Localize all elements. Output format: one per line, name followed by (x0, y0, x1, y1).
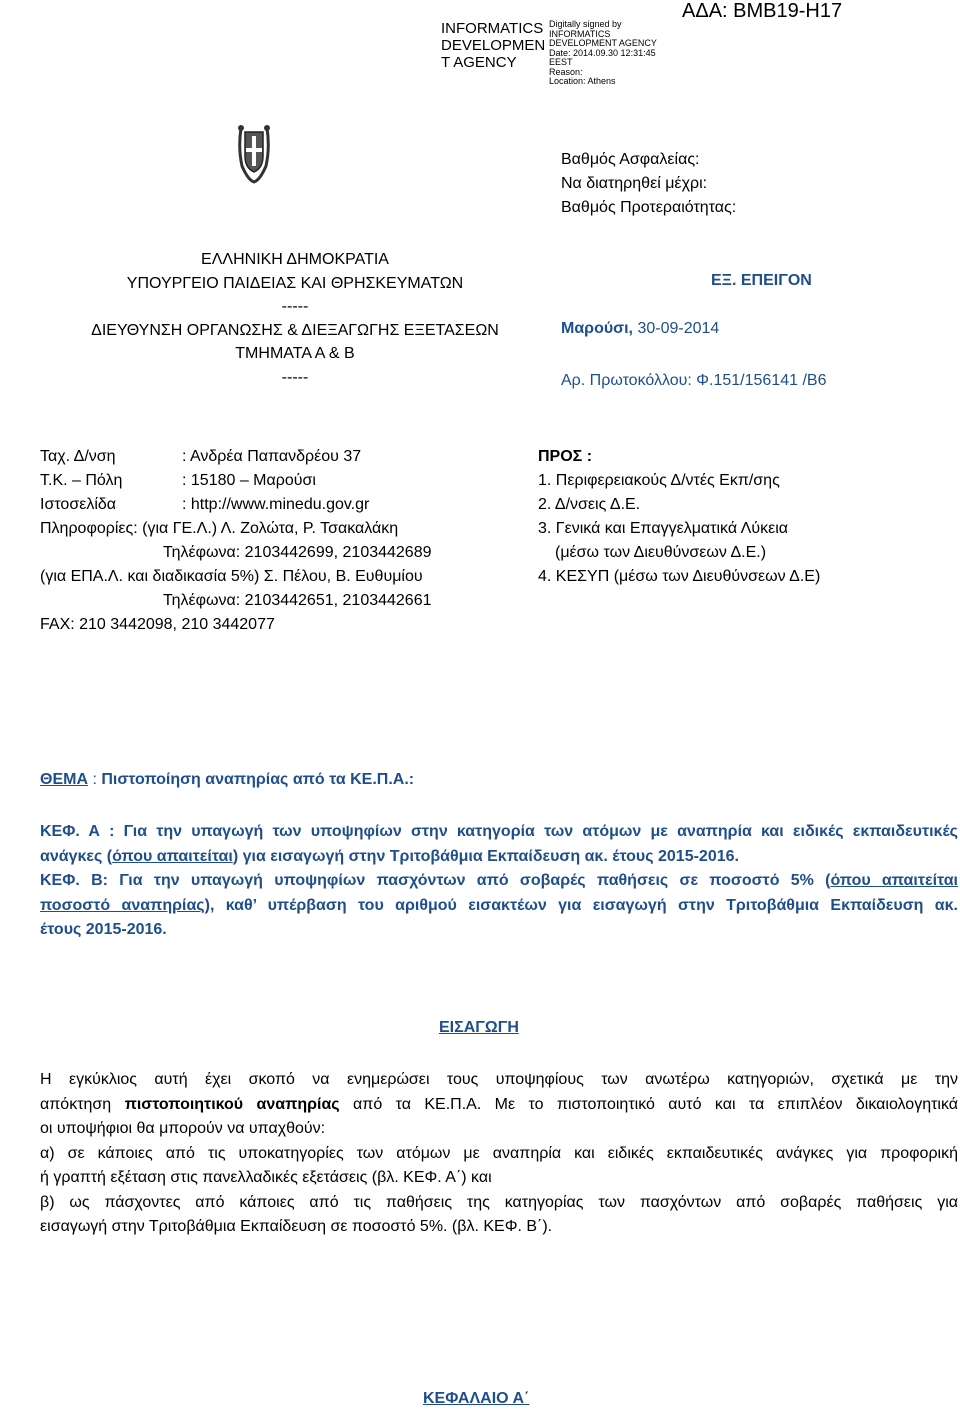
category-a-line-1: ΚΕΦ. Α : Για την υπαγωγή των υποψηφίων στην κατηγορία των ατόμων με αναπηρία και ειδικές εκπαιδευτικές (40, 823, 958, 840)
issuer-line: ΕΛΛΗΝΙΚΗ ΔΗΜΟΚΡΑΤΙΑ (201, 251, 389, 268)
signature-detail-line: DEVELOPMENT AGENCY (549, 38, 657, 48)
issuer-line: ΥΠΟΥΡΓΕΙΟ ΠΑΙΔΕΙΑΣ ΚΑΙ ΘΡΗΣΚΕΥΜΑΤΩΝ (126, 274, 464, 292)
security-keep-until: Να διατηρηθεί μέχρι: (561, 175, 708, 192)
postal-label: Τ.Κ. – Πόλη (40, 472, 123, 489)
info-line: (για ΕΠΑ.Λ. και διαδικασία 5%) Σ. Πέλου, Β. Ευθυμίου (40, 568, 423, 585)
greek-coat-of-arms-icon (234, 118, 274, 184)
signature-detail-line: INFORMATICS (549, 28, 611, 39)
postal-value: : 15180 – Μαρούσι (182, 472, 316, 489)
intro-line: εισαγωγή στην Τριτοβάθμια Εκπαίδευση σε ποσοστό 5%. (βλ. ΚΕΦ. Β΄). (40, 1218, 553, 1235)
issuer-line: ----- (281, 298, 309, 315)
website-row (40, 493, 432, 517)
protocol-number: Αρ. Πρωτοκόλλου: Φ.151/156141 /Β6 (561, 372, 827, 389)
intro-body (40, 1068, 958, 1240)
category-a-text: ) για εισαγωγή στην Τριτοβάθμια Εκπαίδευση ακ. έτους 2015-2016. (232, 847, 739, 865)
category-b-underlined: όπου απαιτείται (830, 872, 958, 889)
intro-heading: ΕΙΣΑΓΩΓΗ (439, 1019, 519, 1036)
issuer-line: ΤΜΗΜΑΤΑ Α & Β (235, 345, 355, 362)
signature-detail-line: Location: Athens (549, 76, 616, 86)
ada-code: ΑΔΑ: ΒΜΒ19-Η17 (682, 0, 843, 22)
signature-detail-line: EEST (549, 57, 573, 67)
subject-line (40, 771, 414, 789)
category-a-underlined: όπου απαιτείται (112, 847, 233, 865)
place-date (561, 320, 719, 338)
signature-detail-line: Digitally signed by (549, 19, 622, 29)
intro-line: Η εγκύκλιος αυτή έχει σκοπό να ενημερώσει τους υποψηφίους των ανωτέρω κατηγοριών, σχετικά με την (40, 1071, 958, 1088)
categories-block (40, 820, 958, 943)
signature-detail-line: Reason: (549, 66, 583, 77)
issuer-line: ΔΙΕΥΘΥΝΣΗ ΟΡΓΑΝΩΣΗΣ & ΔΙΕΞΑΓΩΓΗΣ ΕΞΕΤΑΣΕΩΝ (91, 321, 499, 339)
phone-line: Τηλέφωνα: 2103442651, 2103442661 (163, 592, 432, 609)
date: 30-09-2014 (637, 320, 720, 337)
website-value[interactable]: : http://www.minedu.gov.gr (182, 496, 370, 513)
chapter-heading: ΚΕΦΑΛΑΙΟ Α΄ (423, 1390, 530, 1407)
fax-line: FAX: 210 3442098, 210 3442077 (40, 616, 275, 633)
contact-block (40, 445, 432, 637)
recipient-line: 4. ΚΕΣΥΠ (μέσω των Διευθύνσεων Δ.Ε) (538, 568, 821, 585)
info-line: Πληροφορίες: (για ΓΕ.Λ.) Λ. Ζολώτα, Ρ. Τσακαλάκη (40, 520, 399, 537)
subject-text: Πιστοποίηση αναπηρίας από τα ΚΕ.Π.Α.: (101, 771, 415, 788)
intro-text: απόκτηση (40, 1095, 125, 1113)
category-b-text: ΚΕΦ. Β: Για την υπαγωγή υποψηφίων πασχόντων από σοβαρές παθήσεις σε ποσοστό 5% ( (40, 872, 831, 889)
recipient-line: (μέσω των Διευθύνσεων Δ.Ε.) (555, 544, 767, 561)
address-row (40, 445, 432, 469)
signature-org (441, 20, 545, 71)
issuer-line: ----- (281, 368, 309, 386)
category-b-line-3: έτους 2015-2016. (40, 921, 167, 938)
signature-org-line-1: INFORMATICS (441, 20, 544, 37)
phone-line: Τηλέφωνα: 2103442699, 2103442689 (163, 544, 432, 561)
subject-label: ΘΕΜΑ (40, 771, 88, 788)
category-a-text: ανάγκες ( (40, 847, 113, 865)
recipients-heading: ΠΡΟΣ : (538, 448, 593, 465)
postal-row (40, 469, 432, 493)
recipients-block (538, 445, 820, 589)
signature-details (549, 20, 657, 87)
recipient-line: 2. Δ/νσεις Δ.Ε. (538, 496, 641, 513)
category-b-line-2 (40, 894, 958, 919)
category-b-line-1 (40, 869, 958, 894)
issuer-block (40, 248, 550, 389)
intro-bold: πιστοποιητικού αναπηρίας (124, 1095, 340, 1113)
intro-line: ή γραπτή εξέταση στις πανελλαδικές εξετάσεις (βλ. ΚΕΦ. Α΄) και (40, 1169, 492, 1186)
urgency-label: ΕΞ. ΕΠΕΙΓΟΝ (711, 272, 812, 289)
intro-line: β) ως πάσχοντες από κάποιες από τις παθήσεις της κατηγορίας των πασχόντων από σοβαρές παθήσεις για (40, 1193, 958, 1211)
signature-org-line-3: T AGENCY (441, 54, 517, 71)
category-a-line-2 (40, 845, 958, 870)
address-value: : Ανδρέα Παπανδρέου 37 (182, 448, 362, 465)
security-level: Βαθμός Ασφαλείας: (561, 151, 700, 168)
security-priority: Βαθμός Προτεραιότητας: (561, 199, 737, 216)
security-block (561, 148, 736, 220)
place: Μαρούσι, (561, 320, 633, 337)
website-label: Ιστοσελίδα (40, 496, 117, 513)
signature-org-line-2: DEVELOPMEN (441, 37, 546, 54)
intro-line: α) σε κάποιες από τις υποκατηγορίες των ατόμων με αναπηρία και ειδικές εκπαιδευτικές ανάγκες για προφορική (40, 1144, 958, 1162)
signature-detail-line: Date: 2014.09.30 12:31:45 (549, 47, 656, 58)
intro-line (40, 1093, 958, 1118)
intro-text: από τα ΚΕ.Π.Α. Με το πιστοποιητικό αυτό και τα επιπλέον δικαιολογητικά (339, 1095, 959, 1113)
category-b-text: ), καθ’ υπέρβαση του αριθμού εισακτέων για εισαγωγή στην Τριτοβάθμια Εκπαίδευση ακ. (204, 896, 958, 914)
intro-line: οι υποψήφιοι θα μπορούν να υπαχθούν: (40, 1120, 326, 1137)
recipient-line: 1. Περιφερειακούς Δ/ντές Εκπ/σης (538, 472, 780, 489)
address-label: Ταχ. Δ/νση (40, 448, 116, 465)
recipient-line: 3. Γενικά και Επαγγελματικά Λύκεια (538, 520, 789, 537)
category-b-underlined: ποσοστό αναπηρίας (40, 896, 205, 914)
subject-separator: : (88, 771, 102, 788)
